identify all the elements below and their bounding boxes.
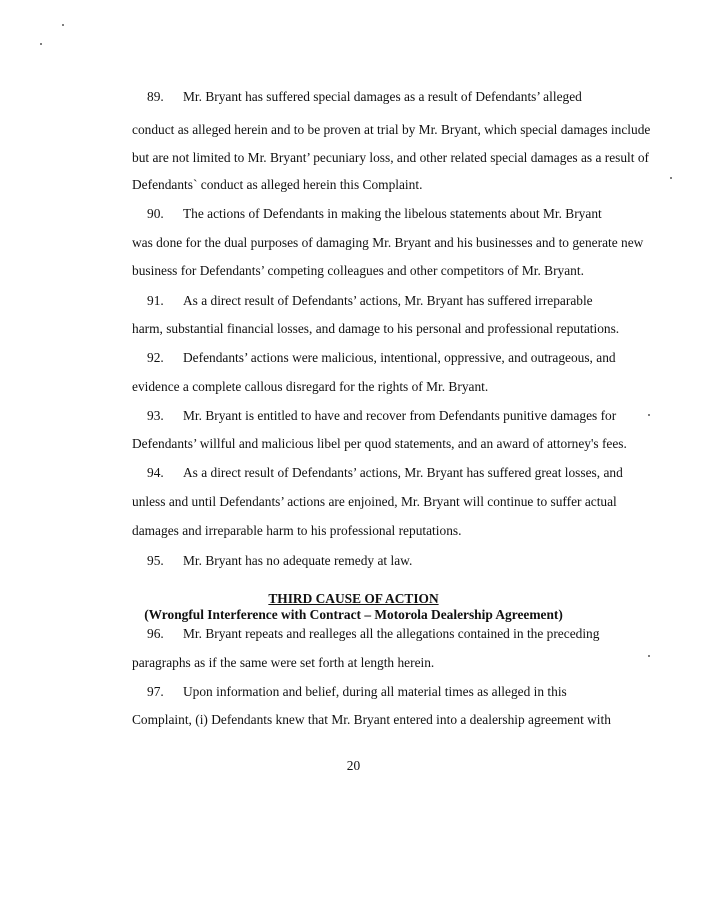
paragraph-line: Defendants’ actions were malicious, intentional, oppressive, and outrageous, and bbox=[183, 350, 616, 365]
paragraph-line: Complaint, (i) Defendants knew that Mr. Bryant entered into a dealership agreement with bbox=[132, 712, 611, 727]
scan-speck bbox=[62, 24, 64, 26]
paragraph-line: Upon information and belief, during all material times as alleged in this bbox=[183, 684, 567, 699]
paragraph-line: was done for the dual purposes of damaging Mr. Bryant and his businesses and to generate new bbox=[132, 235, 644, 250]
paragraph-line: paragraphs as if the same were set forth at length herein. bbox=[132, 655, 435, 670]
paragraph-number: 90. bbox=[147, 206, 164, 221]
paragraph-number: 89. bbox=[147, 89, 164, 104]
paragraph-line: The actions of Defendants in making the libelous statements about Mr. Bryant bbox=[183, 206, 602, 221]
paragraph-number: 96. bbox=[147, 626, 164, 641]
paragraph-number: 97. bbox=[147, 684, 164, 699]
paragraph-line: conduct as alleged herein and to be proven at trial by Mr. Bryant, which special damages include bbox=[132, 122, 651, 137]
paragraph-line: business for Defendants’ competing colleagues and other competitors of Mr. Bryant. bbox=[132, 263, 584, 278]
paragraph-number: 95. bbox=[147, 553, 164, 568]
page-number: 20 bbox=[346, 758, 361, 773]
paragraph-line: Mr. Bryant has suffered special damages as a result of Defendants’ alleged bbox=[183, 89, 582, 104]
paragraph-line: harm, substantial financial losses, and damage to his personal and professional reputations. bbox=[132, 321, 620, 336]
paragraph-number: 91. bbox=[147, 293, 164, 308]
paragraph-number: 93. bbox=[147, 408, 164, 423]
paragraph-line: damages and irreparable harm to his professional reputations. bbox=[132, 523, 462, 538]
paragraph-number: 92. bbox=[147, 350, 164, 365]
scan-speck bbox=[670, 177, 672, 179]
scan-speck bbox=[648, 655, 650, 657]
paragraph-line: Defendants’ willful and malicious libel per quod statements, and an award of attorney's fees. bbox=[132, 436, 627, 451]
scan-speck bbox=[648, 414, 650, 416]
paragraph-line: Mr. Bryant has no adequate remedy at law. bbox=[183, 553, 413, 568]
paragraph-line: unless and until Defendants’ actions are enjoined, Mr. Bryant will continue to suffer actual bbox=[132, 494, 617, 509]
scan-speck bbox=[40, 43, 42, 45]
paragraph-line: Mr. Bryant repeats and realleges all the allegations contained in the preceding bbox=[183, 626, 600, 641]
paragraph-line: evidence a complete callous disregard for the rights of Mr. Bryant. bbox=[132, 379, 489, 394]
paragraph-line: Defendants` conduct as alleged herein this Complaint. bbox=[132, 177, 423, 192]
paragraph-line: but are not limited to Mr. Bryant’ pecuniary loss, and other related special damages as a result of bbox=[132, 150, 649, 165]
section-heading: THIRD CAUSE OF ACTION bbox=[268, 591, 439, 606]
paragraph-line: As a direct result of Defendants’ actions, Mr. Bryant has suffered great losses, and bbox=[183, 465, 623, 480]
paragraph-number: 94. bbox=[147, 465, 164, 480]
paragraph-line: Mr. Bryant is entitled to have and recover from Defendants punitive damages for bbox=[183, 408, 617, 423]
paragraph-line: As a direct result of Defendants’ actions, Mr. Bryant has suffered irreparable bbox=[183, 293, 593, 308]
section-subheading: (Wrongful Interference with Contract – Motorola Dealership Agreement) bbox=[144, 607, 563, 622]
